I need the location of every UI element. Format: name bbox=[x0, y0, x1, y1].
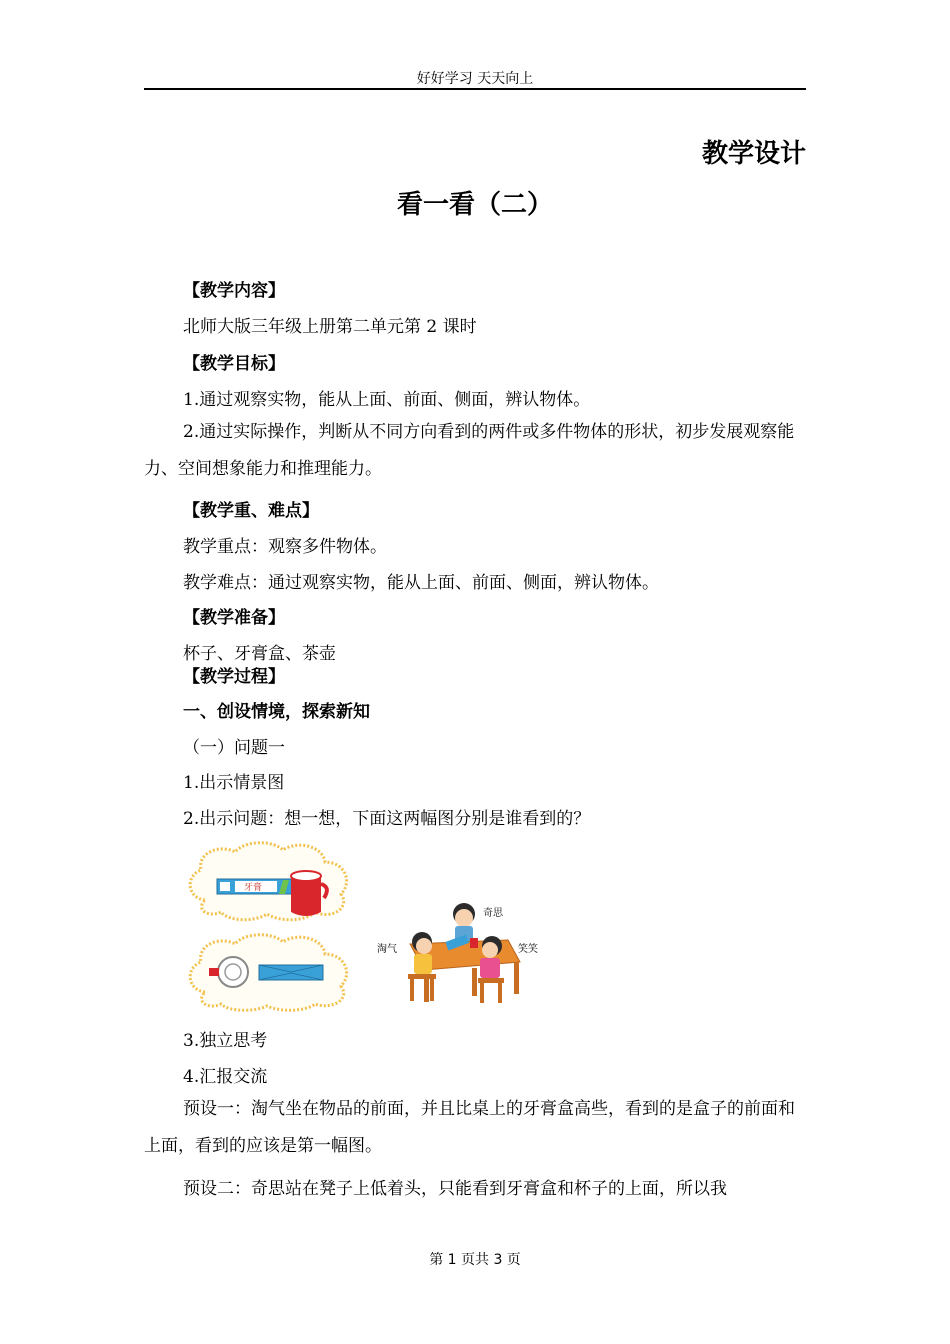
process-heading: 【教学过程】 bbox=[183, 667, 285, 687]
key-point: 教学重点：观察多件物体。 bbox=[183, 537, 387, 557]
goal-1: 1.通过观察实物，能从上面、前面、侧面，辨认物体。 bbox=[183, 390, 591, 410]
goals-heading: 【教学目标】 bbox=[183, 354, 285, 374]
part-1-heading: 一、创设情境，探索新知 bbox=[183, 702, 370, 722]
character-taoqi-label: 淘气 bbox=[377, 944, 397, 955]
question-1: （一）问题一 bbox=[183, 738, 285, 758]
step-2: 2.出示问题：想一想，下面这两幅图分别是谁看到的？ bbox=[183, 809, 591, 829]
content-heading: 【教学内容】 bbox=[183, 281, 285, 301]
page-header: 好好学习 天天向上 bbox=[416, 71, 534, 87]
step-1: 1.出示情景图 bbox=[183, 773, 285, 793]
prep-text: 杯子、牙膏盒、茶壶 bbox=[183, 644, 336, 664]
document-title: 教学设计 bbox=[701, 139, 806, 169]
difficult-point: 教学难点：通过观察实物，能从上面、前面、侧面，辨认物体。 bbox=[183, 573, 659, 593]
page-footer: 第 1 页共 3 页 bbox=[429, 1252, 521, 1268]
preset-1: 预设一：淘气坐在物品的前面，并且比桌上的牙膏盒高些，看到的是盒子的前面和上面，看到的应该是第一幅图。 bbox=[144, 1099, 795, 1156]
character-xiaoxiao-label: 笑笑 bbox=[518, 944, 538, 955]
top-view-cloud bbox=[183, 932, 355, 1012]
children-table-scene bbox=[380, 898, 530, 1008]
front-view-cloud bbox=[183, 838, 355, 922]
step-4: 4.汇报交流 bbox=[183, 1067, 268, 1087]
goal-2: 2.通过实际操作，判断从不同方向看到的两件或多件物体的形状，初步发展观察能力、空间想象能力和推理能力。 bbox=[144, 422, 795, 479]
step-3: 3.独立思考 bbox=[183, 1031, 268, 1051]
header-divider bbox=[144, 88, 806, 90]
preset-2: 预设二：奇思站在凳子上低着头，只能看到牙膏盒和杯子的上面，所以我 bbox=[183, 1179, 727, 1199]
lesson-title: 看一看（二） bbox=[396, 190, 553, 220]
character-qisi-label: 奇思 bbox=[483, 908, 503, 919]
prep-heading: 【教学准备】 bbox=[183, 608, 285, 628]
content-text: 北师大版三年级上册第二单元第 2 课时 bbox=[183, 317, 477, 337]
toothpaste-label: 牙膏 bbox=[244, 883, 263, 893]
key-heading: 【教学重、难点】 bbox=[183, 501, 319, 521]
